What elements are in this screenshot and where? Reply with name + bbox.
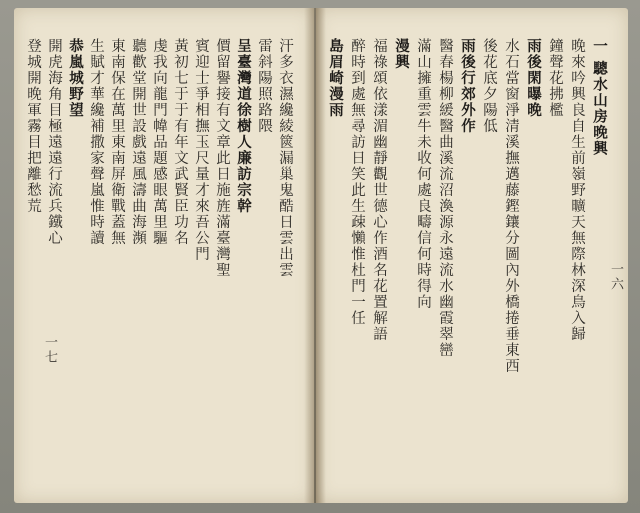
left-column-6: 黃初七于于有年文武賢臣功名 <box>172 38 188 246</box>
right-column-11: 福祿頌依漾湄幽靜觀世德心作酒名花置解語 <box>371 38 387 342</box>
left-column-7: 虔我向龍門幃品題感眼萬里驅 <box>151 38 167 246</box>
left-column-2: 雷斜陽照路隈 <box>256 38 272 134</box>
left-page-number: 一七 <box>42 335 57 365</box>
left-column-13: 登城開晚軍霧目把離愁荒 <box>25 38 41 214</box>
left-column-9: 東南保在萬里東南屏衛戰蓋無 <box>109 38 125 246</box>
right-column-10: 漫興 <box>393 38 410 70</box>
right-column-13: 島眉崎漫雨 <box>327 38 344 118</box>
book-gutter <box>304 8 326 503</box>
right-column-7: 雨後行郊外作 <box>459 38 476 134</box>
left-column-11: 恭嵐城野望 <box>67 38 84 118</box>
right-column-8: 醫春楊柳緩醫曲溪流沼渙源永遠流水幽霞翠巒 <box>437 38 453 358</box>
left-column-4: 價留譽接有文章此日施旌滿臺灣聖 <box>214 38 230 278</box>
right-column-5: 水石當窗淨清溪撫邁藤鏗鑲分圖內外橋捲垂東西 <box>503 38 519 374</box>
left-column-8: 聽歡堂開世設戲遠風濤曲海瀕 <box>130 38 146 246</box>
right-column-1: 一 驄水山房晚興 <box>591 38 608 157</box>
right-column-3: 鐘聲花拂檻 <box>547 38 563 118</box>
right-column-6: 後花底夕陽低 <box>481 38 497 134</box>
right-column-2: 晚來吟興良自生前嶺野曠天無際林深鳥入歸 <box>569 38 585 342</box>
left-column-1: 汗多衣濕纔綾篋漏巢鬼酷日雲出雲 <box>277 38 293 278</box>
left-column-10: 生賦才華纔補撒家聲嵐惟時讀 <box>88 38 104 246</box>
right-page-number: 一六 <box>608 262 623 292</box>
left-column-12: 開虎海角目極遠遠行流兵鐵心 <box>46 38 62 246</box>
left-column-5: 賓迎士爭相撫玉尺量才來吾公門 <box>193 38 209 262</box>
right-column-4: 雨後閑曝晚 <box>525 38 542 118</box>
right-column-12: 醉時到處無尋訪日笑此生疎懶惟杜門一任 <box>349 38 365 326</box>
left-column-3: 呈臺灣道徐樹人廉訪宗幹 <box>235 38 252 214</box>
right-column-9: 滿山擁重雲牛未收何處良疇信何時得向 <box>415 38 431 310</box>
